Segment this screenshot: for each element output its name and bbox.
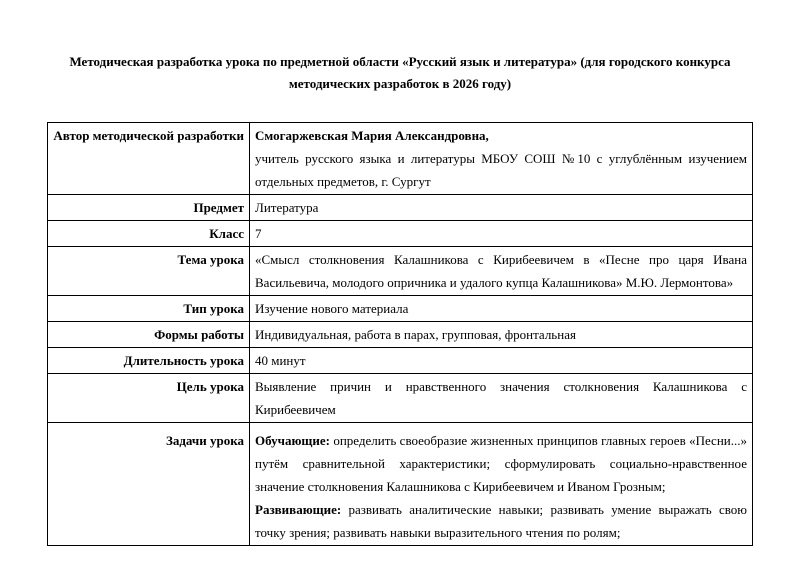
developing-tasks-label: Развивающие: (255, 502, 342, 517)
lesson-info-table (47, 122, 753, 546)
teaching-tasks-label: Обучающие: (255, 433, 330, 448)
table-row-grade (48, 221, 753, 247)
table-row-duration (48, 348, 753, 374)
subject-label: Предмет (48, 195, 250, 221)
goal-value: Выявление причин и нравственного значения столкновения Калашникова с Кирибеевичем (250, 374, 753, 423)
table-row-goal (48, 374, 753, 423)
document-title: Методическая разработка урока по предметной области «Русский язык и литература» (для городского конкурса методических разработок в 2026 году) (69, 54, 731, 91)
table-row-work-forms (48, 322, 753, 348)
author-name: Смогаржевская Мария Александровна, (255, 128, 489, 143)
table-row-lesson-type (48, 296, 753, 322)
duration-label: Длительность урока (48, 348, 250, 374)
lesson-type-label: Тип урока (48, 296, 250, 322)
grade-value: 7 (250, 221, 753, 247)
lesson-type-value: Изучение нового материала (250, 296, 753, 322)
subject-value: Литература (250, 195, 753, 221)
author-value (250, 123, 753, 195)
developing-tasks-text: развивать аналитические навыки; развивать умение выражать свою точку зрения; развивать навыки выразительного чтения по ролям; (255, 502, 747, 540)
table-row-author (48, 123, 753, 195)
author-label: Автор методической разработки (48, 123, 250, 195)
topic-label: Тема урока (48, 247, 250, 296)
topic-value: «Смысл столкновения Калашникова с Кирибеевичем в «Песне про царя Ивана Васильевича, молодого опричника и удалого купца Калашникова» М.Ю. Лермонтова» (250, 247, 753, 296)
work-forms-label: Формы работы (48, 322, 250, 348)
teaching-tasks-text: определить своеобразие жизненных принципов главных героев «Песни...» путём сравнительной характеристики; сформулировать социально-нравственное значение столкновения Калашникова с Кирибеевичем и Иваном Грозным; (255, 433, 747, 494)
goal-label: Цель урока (48, 374, 250, 423)
tasks-label: Задачи урока (48, 423, 250, 546)
tasks-value (250, 423, 753, 546)
table-row-tasks (48, 423, 753, 546)
grade-label: Класс (48, 221, 250, 247)
work-forms-value: Индивидуальная, работа в парах, групповая, фронтальная (250, 322, 753, 348)
author-position: учитель русского языка и литературы МБОУ СОШ №10 с углублённым изучением отдельных предметов, г. Сургут (255, 151, 747, 189)
table-row-subject (48, 195, 753, 221)
table-row-topic (48, 247, 753, 296)
duration-value: 40 минут (250, 348, 753, 374)
